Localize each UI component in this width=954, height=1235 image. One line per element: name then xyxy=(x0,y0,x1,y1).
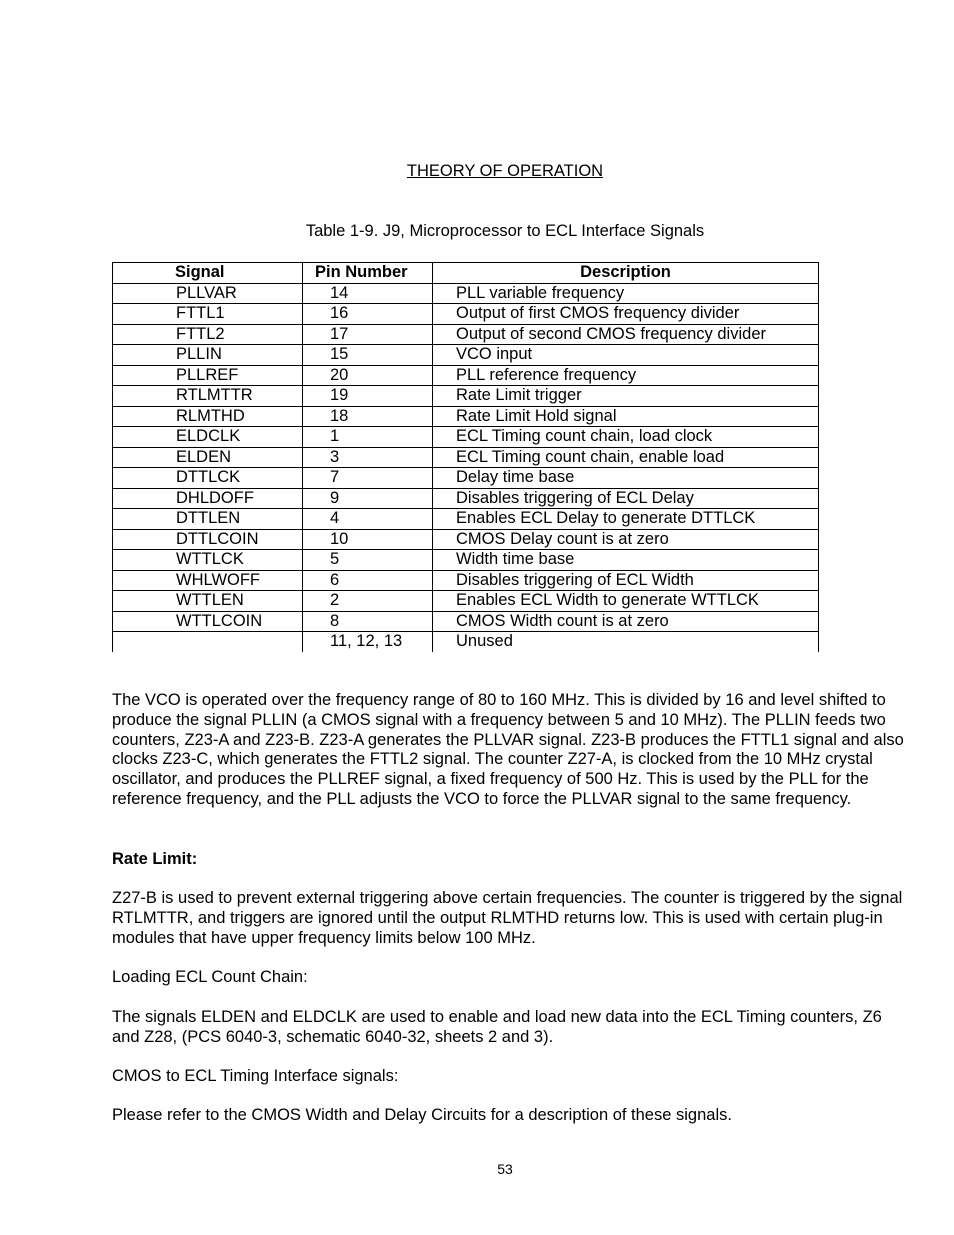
description-cell: Width time base xyxy=(433,550,819,571)
table-row xyxy=(113,591,819,612)
description-cell: Enables ECL Width to generate WTTLCK xyxy=(433,591,819,612)
column-header-signal: Signal xyxy=(113,263,303,284)
description-cell: ECL Timing count chain, load clock xyxy=(433,427,819,448)
signal-cell: RLMTHD xyxy=(113,406,303,427)
table-header-row xyxy=(113,263,819,284)
rate-limit-heading: Rate Limit: xyxy=(112,850,198,868)
description-cell: Output of second CMOS frequency divider xyxy=(433,324,819,345)
table-row xyxy=(113,365,819,386)
pin-cell: 7 xyxy=(303,468,433,489)
section-title: THEORY OF OPERATION xyxy=(406,162,604,180)
description-cell: Disables triggering of ECL Width xyxy=(433,570,819,591)
table-row xyxy=(113,345,819,366)
pin-cell: 4 xyxy=(303,509,433,530)
table-row xyxy=(113,468,819,489)
pin-cell: 3 xyxy=(303,447,433,468)
table-row xyxy=(113,488,819,509)
description-cell: PLL variable frequency xyxy=(433,283,819,304)
signal-table xyxy=(112,262,819,652)
signal-cell: WHLWOFF xyxy=(113,570,303,591)
signal-cell: FTTL2 xyxy=(113,324,303,345)
description-cell: VCO input xyxy=(433,345,819,366)
signal-cell xyxy=(113,632,303,652)
description-cell: Delay time base xyxy=(433,468,819,489)
table-row xyxy=(113,550,819,571)
signal-cell: RTLMTTR xyxy=(113,386,303,407)
column-header-pin-number: Pin Number xyxy=(303,263,433,284)
table-row xyxy=(113,611,819,632)
pin-cell: 19 xyxy=(303,386,433,407)
signal-cell: PLLIN xyxy=(113,345,303,366)
description-cell: CMOS Width count is at zero xyxy=(433,611,819,632)
pin-cell: 15 xyxy=(303,345,433,366)
table-row xyxy=(113,283,819,304)
loading-ecl-paragraph: The signals ELDEN and ELDCLK are used to enable and load new data into the ECL Timing counters, Z6 and Z28, (PCS 6040-3, schematic 6040-32, sheets 2 and 3). xyxy=(112,1008,882,1046)
signal-cell: PLLVAR xyxy=(113,283,303,304)
pin-cell: 1 xyxy=(303,427,433,448)
description-cell: Unused xyxy=(433,632,819,652)
pin-cell: 17 xyxy=(303,324,433,345)
pin-cell: 14 xyxy=(303,283,433,304)
table-row xyxy=(113,570,819,591)
description-cell: Rate Limit trigger xyxy=(433,386,819,407)
signal-cell: WTTLEN xyxy=(113,591,303,612)
table-row xyxy=(113,386,819,407)
description-cell: PLL reference frequency xyxy=(433,365,819,386)
description-cell: Disables triggering of ECL Delay xyxy=(433,488,819,509)
table-row xyxy=(113,304,819,325)
pin-cell: 9 xyxy=(303,488,433,509)
pin-cell: 10 xyxy=(303,529,433,550)
cmos-to-ecl-heading: CMOS to ECL Timing Interface signals: xyxy=(112,1067,399,1085)
signal-cell: PLLREF xyxy=(113,365,303,386)
description-cell: Rate Limit Hold signal xyxy=(433,406,819,427)
table-row xyxy=(113,447,819,468)
signal-cell: ELDCLK xyxy=(113,427,303,448)
loading-ecl-heading: Loading ECL Count Chain: xyxy=(112,968,308,986)
signal-cell: DTTLEN xyxy=(113,509,303,530)
pin-cell: 18 xyxy=(303,406,433,427)
pin-cell: 11, 12, 13 xyxy=(303,632,433,652)
pin-cell: 16 xyxy=(303,304,433,325)
pin-cell: 8 xyxy=(303,611,433,632)
pin-cell: 2 xyxy=(303,591,433,612)
column-header-description: Description xyxy=(433,263,819,284)
vco-paragraph: The VCO is operated over the frequency range of 80 to 160 MHz. This is divided by 16 and level shifted to produce the signal PLLIN (a CMOS signal with a frequency between 5 and 10 MHz). The PLLIN feeds two counters, Z23-A and Z23-B. Z23-A generates the PLLVAR signal. Z23-B produces the FTTL1 signal and also clocks Z23-C, which generates the FTTL2 signal. The counter Z27-A, is clocked from the 10 MHz crystal oscillator, and produces the PLLREF signal, a fixed frequency of 500 Hz. This is used by the PLL for the reference frequency, and the PLL adjusts the VCO to force the PLLVAR signal to the same frequency. xyxy=(112,691,904,808)
table-row xyxy=(113,632,819,652)
table-row xyxy=(113,324,819,345)
signal-cell: WTTLCK xyxy=(113,550,303,571)
signal-cell: DTTLCOIN xyxy=(113,529,303,550)
table-row xyxy=(113,529,819,550)
signal-cell: DTTLCK xyxy=(113,468,303,489)
pin-cell: 6 xyxy=(303,570,433,591)
signal-cell: ELDEN xyxy=(113,447,303,468)
pin-cell: 5 xyxy=(303,550,433,571)
table-row xyxy=(113,427,819,448)
signal-cell: WTTLCOIN xyxy=(113,611,303,632)
table-body xyxy=(113,283,819,652)
rate-limit-paragraph: Z27-B is used to prevent external triggering above certain frequencies. The counter is triggered by the signal RTLMTTR, and triggers are ignored until the output RLMTHD returns low. This is used with certain plug-in modules that have upper frequency limits below 100 MHz. xyxy=(112,889,903,947)
table-row xyxy=(113,509,819,530)
table-row xyxy=(113,406,819,427)
pin-cell: 20 xyxy=(303,365,433,386)
description-cell: ECL Timing count chain, enable load xyxy=(433,447,819,468)
cmos-to-ecl-paragraph: Please refer to the CMOS Width and Delay Circuits for a description of these signals. xyxy=(112,1106,732,1124)
page-number: 53 xyxy=(497,1161,513,1177)
description-cell: Output of first CMOS frequency divider xyxy=(433,304,819,325)
description-cell: Enables ECL Delay to generate DTTLCK xyxy=(433,509,819,530)
signal-cell: DHLDOFF xyxy=(113,488,303,509)
table-caption: Table 1-9. J9, Microprocessor to ECL Interface Signals xyxy=(305,222,705,240)
signal-cell: FTTL1 xyxy=(113,304,303,325)
description-cell: CMOS Delay count is at zero xyxy=(433,529,819,550)
